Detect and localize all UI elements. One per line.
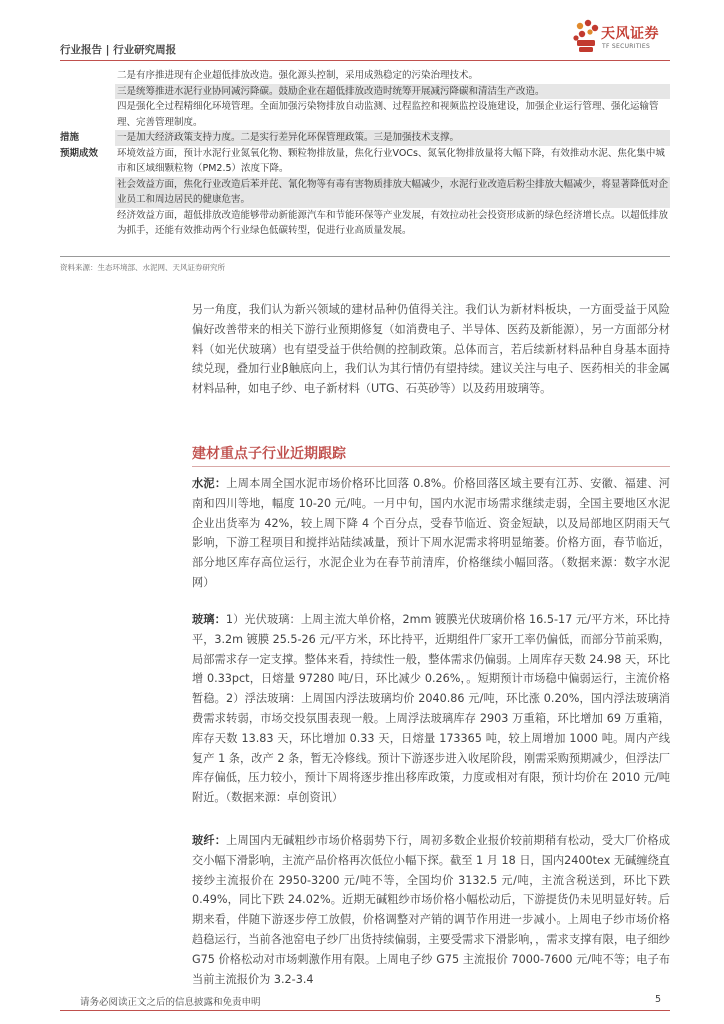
row-label: [60, 99, 115, 130]
logo-text: 天风证券: [601, 26, 659, 42]
row-label: [60, 208, 115, 239]
intro-paragraph: 另一角度，我们认为新兴领域的建材品种仍值得关注。我们认为新材料板块，一方面受益于风险偏好改善带来的相关下游行业预期修复（如消费电子、半导体、医药及新能源），另一方面部分材料（如光伏玻璃）也有望受益于供给侧的控制政策。总体而言，若后续新材料品种自身基本面持续兑现，叠加行业β触底向上，我们认为其行情仍有望持续。建议关注与电子、医药相关的非金属材料品种，如电子纱、电子新材料（UTG、石英砂等）以及药用玻璃等。: [192, 303, 670, 396]
cement-label: 水泥：: [192, 477, 227, 490]
table-source-note: 资料来源：生态环境部、水泥网、天风证券研究所: [60, 263, 225, 272]
row-label: [60, 68, 115, 84]
table-row: [60, 84, 670, 100]
cement-text: 上周本周全国水泥市场价格环比回落 0.8%。价格回落区域主要有江苏、安徽、福建、河南和四川等地，幅度 10-20 元/吨。一月中旬，国内水泥市场需求继续走弱，全国主要地区水泥企业出货率为 42%，较上周下降 4 个百分点，受春节临近、资金短缺，以及局部地区阴雨天气影响，下游工程项目和搅拌站陆续减量，预计下周水泥需求将明显缩萎。价格方面，春节临近，部分地区库存高位运行，水泥企业为在春节前清库，价格继续小幅回落。（数据来源：数字水泥网）: [192, 477, 670, 589]
row-label: [60, 177, 115, 208]
logo-subtext: TF SECURITIES: [602, 43, 651, 50]
glass-label: 玻璃：: [192, 613, 226, 626]
table-row: [60, 99, 670, 130]
row-text: 二是有序推进现有企业超低排放改造。强化源头控制，采用成熟稳定的污染治理技术。: [117, 70, 479, 81]
section-title: 建材重点子行业近期跟踪: [192, 446, 346, 462]
row-text: 一是加大经济政策支持力度。二是实行差异化环保管理政策。三是加强技术支撑。: [115, 130, 670, 146]
glass-text: 1）光伏玻璃：上周主流大单价格，2mm 镀膜光伏玻璃价格 16.5-17 元/平方米，环比持平，3.2m 镀膜 25.5-26 元/平方米，环比持平，近期组件厂家开工率仍偏低，而部分节前采购，局部需求存一定支撑。整体来看，持续性一般，整体需求仍偏弱。上周库存天数 24.98 天，环比增 0.33pct，日熔量 97280 吨/日，环比减少 0.26%，。短期预计市场稳中偏弱运行，主流价格暂稳。2）浮法玻璃：上周国内浮法玻璃均价 2040.86 元/吨，环比涨 0.20%，国内浮法玻璃消费需求转弱，市场交投氛围表现一般。上周浮法玻璃库存 2903 万重箱，环比增加 69 万重箱，库存天数 13.83 天，环比增加 0.33 天，日熔量 173365 吨，较上周增加 1000 吨。周内产线复产 1 条，改产 2 条，暂无冷修线。预计下游逐步进入收尾阶段，刚需采购预期减少，但浮法厂库存偏低，压力较小，预计下周将逐步推出移库政策，力度或相对有限，预计均价在 2010 元/吨附近。（数据来源：卓创资讯）: [192, 613, 670, 805]
footer-divider: [60, 1010, 670, 1011]
measures-table: [60, 68, 670, 239]
table-row: [60, 177, 670, 208]
footer-disclaimer: 请务必阅读正文之后的信息披露和免责申明: [80, 997, 261, 1008]
table-bottom-rule: [60, 256, 670, 257]
cement-paragraph: [192, 474, 670, 593]
table-row: [60, 208, 670, 239]
section-divider: [192, 466, 670, 467]
row-label: 措施: [60, 132, 80, 143]
table-row: [60, 130, 670, 146]
row-text: 三是统筹推进水泥行业协同减污降碳。鼓励企业在超低排放改造时统筹开展减污降碳和清洁生产改造。: [115, 84, 670, 100]
header-divider: [60, 60, 670, 61]
table-row: [60, 68, 670, 84]
row-text: 社会效益方面，焦化行业改造后苯并芘、氰化物等有毒有害物质排放大幅减少，水泥行业改造后粉尘排放大幅减少，将显著降低对企业员工和周边居民的健康危害。: [115, 177, 670, 208]
report-title: 行业报告 | 行业研究周报: [60, 44, 177, 56]
glass-paragraph: [192, 610, 670, 808]
row-text: 经济效益方面，超低排放改造能够带动新能源汽车和节能环保等产业发展，有效拉动社会投资形成新的绿色经济增长点。以超低排放为抓手，还能有效推动两个行业绿色低碳转型，促进行业高质量发展。: [117, 209, 669, 236]
fiber-label: 玻纤：: [192, 834, 227, 847]
page-number: 5: [655, 994, 662, 1005]
fiber-paragraph: [192, 831, 670, 989]
row-text: 四是强化全过程精细化环境管理。全面加强污染物排放自动监测、过程监控和视频监控设施建设，加强企业运行管理、强化运输管理、完善管理制度。: [117, 101, 659, 128]
row-label: 预期成效: [60, 147, 99, 159]
row-text: 环境效益方面，预计水泥行业氮氧化物、颗粒物排放量，焦化行业VOCs、氮氧化物排放量将大幅下降，有效推动水泥、焦化集中城市和区域细颗粒物（PM2.5）浓度下降。: [117, 147, 665, 174]
row-label: [60, 84, 115, 100]
fiber-text: 上周国内无碱粗纱市场价格弱势下行，周初多数企业报价较前期稍有松动，受大厂价格成交小幅下滑影响，主流产品价格再次低位小幅下探。截至 1 月 18 日，国内2400tex 无碱缠绕直接纱主流报价在 2950-3200 元/吨不等，全国均价 3132.5 元/吨，主流含税送到，环比下跌 0.49%，同比下跌 24.02%。近期无碱粗纱市场价格小幅松动后，下游提货仍未见明显好转。后期来看，伴随下游逐步停工放假，价格调整对产销的调节作用进一步减小。上周电子纱市场价格趋稳运行，当前各池窑电子纱厂出货持续偏弱，主要受需求下滑影响，，需求支撑有限，电子细纱 G75 价格松动对市场刺激作用有限。上周电子纱 G75 主流报价 7000-7600 元/吨不等；电子布当前主流报价为 3.2-3.4: [192, 834, 670, 986]
table-row: [60, 146, 670, 177]
